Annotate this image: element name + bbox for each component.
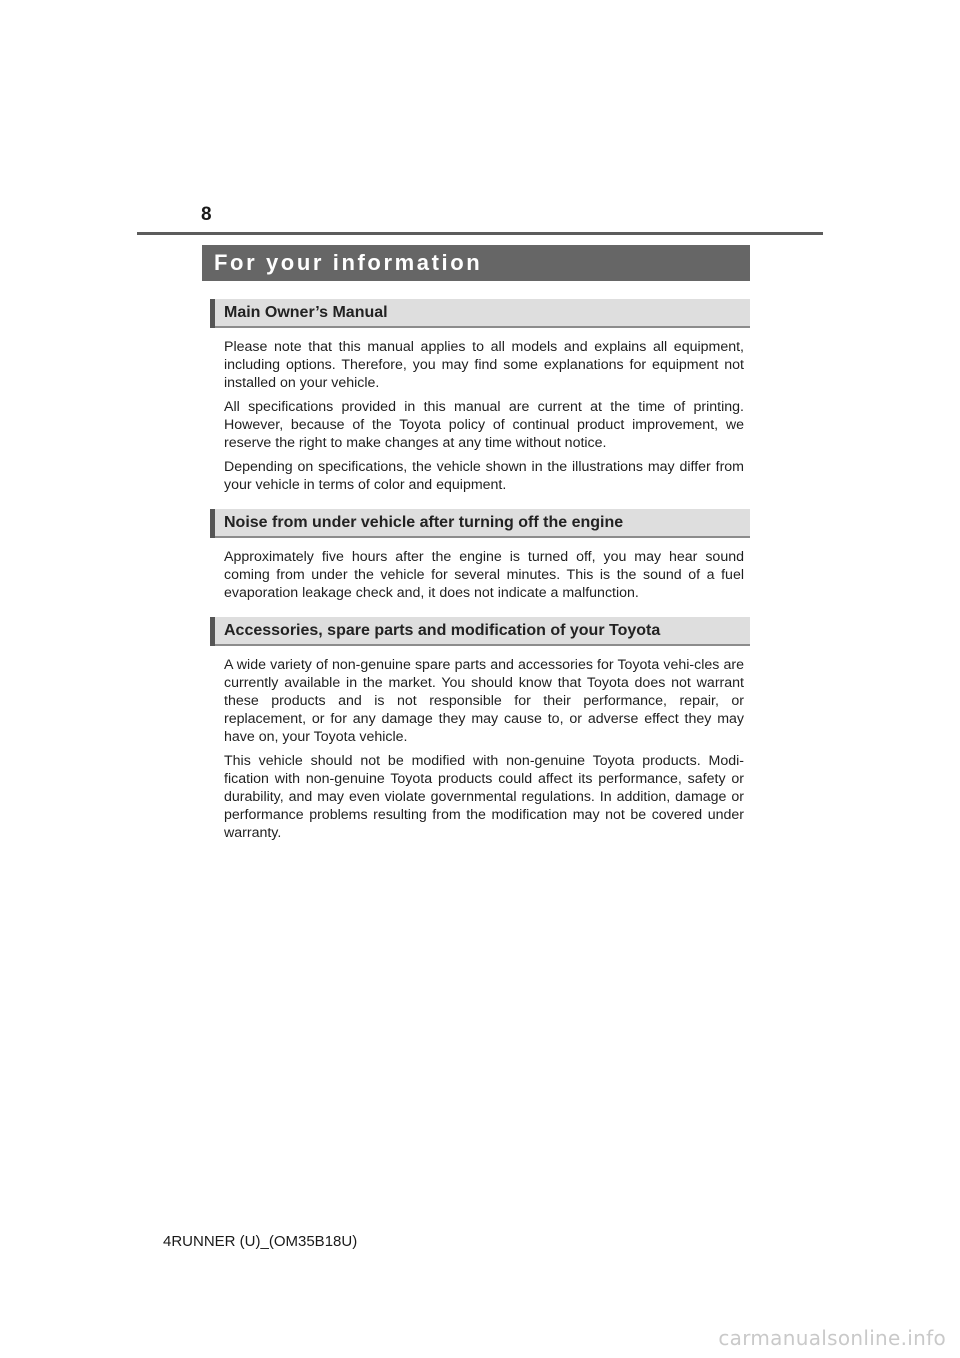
paragraph: Depending on specifications, the vehicle shown in the illustrations may differ from your vehicle in terms of color and equipment. — [224, 459, 744, 493]
page-title-bar — [202, 245, 750, 281]
content — [210, 299, 750, 857]
paragraph: Approximately five hours after the engine is turned off, you may hear sound coming from under the vehicle for several minutes. This is the sound of a fuel evaporation leakage check and, it does not indicate a malfunction. — [224, 549, 744, 601]
section-accessories — [210, 617, 750, 842]
section-body — [210, 656, 750, 842]
section-header — [210, 509, 750, 538]
watermark-bar — [0, 1318, 960, 1358]
paragraph: A wide variety of non-genuine spare parts and accessories for Toyota vehi-cles are currently available in the market. You should know that Toyota does not warrant these products and is not responsible for their performance, repair, or replacement, or for any damage they may cause to, or adverse effect they may have on, your Toyota vehicle. — [224, 657, 744, 745]
page-title: For your information — [214, 250, 483, 275]
section-body — [210, 338, 750, 494]
top-rule — [137, 232, 823, 235]
paragraph: Please note that this manual applies to all models and explains all equipment, including options. Therefore, you may find some explanations for equipment not installed on your vehicle. — [224, 339, 744, 391]
section-heading: Accessories, spare parts and modification of your Toyota — [224, 621, 661, 639]
paragraph: This vehicle should not be modified with non-genuine Toyota products. Modi-fication with non-genuine Toyota products could affect its performance, safety or durability, and may even violate governmental regulations. In addition, damage or performance problems resulting from the modification may not be covered under warranty. — [224, 753, 744, 841]
paragraph: All specifications provided in this manual are current at the time of printing. However, because of the Toyota policy of continual product improvement, we reserve the right to make changes at any time without notice. — [224, 399, 744, 451]
section-heading: Noise from under vehicle after turning off the engine — [224, 513, 624, 531]
section-main-owners-manual — [210, 299, 750, 494]
section-noise — [210, 509, 750, 602]
page-number: 8 — [201, 204, 213, 225]
watermark-text: carmanualsonline.info — [718, 1326, 946, 1350]
footer-code: 4RUNNER (U)_(OM35B18U) — [163, 1233, 358, 1250]
section-heading: Main Owner’s Manual — [224, 303, 388, 321]
section-header — [210, 617, 750, 646]
section-body — [210, 548, 750, 602]
section-header — [210, 299, 750, 328]
